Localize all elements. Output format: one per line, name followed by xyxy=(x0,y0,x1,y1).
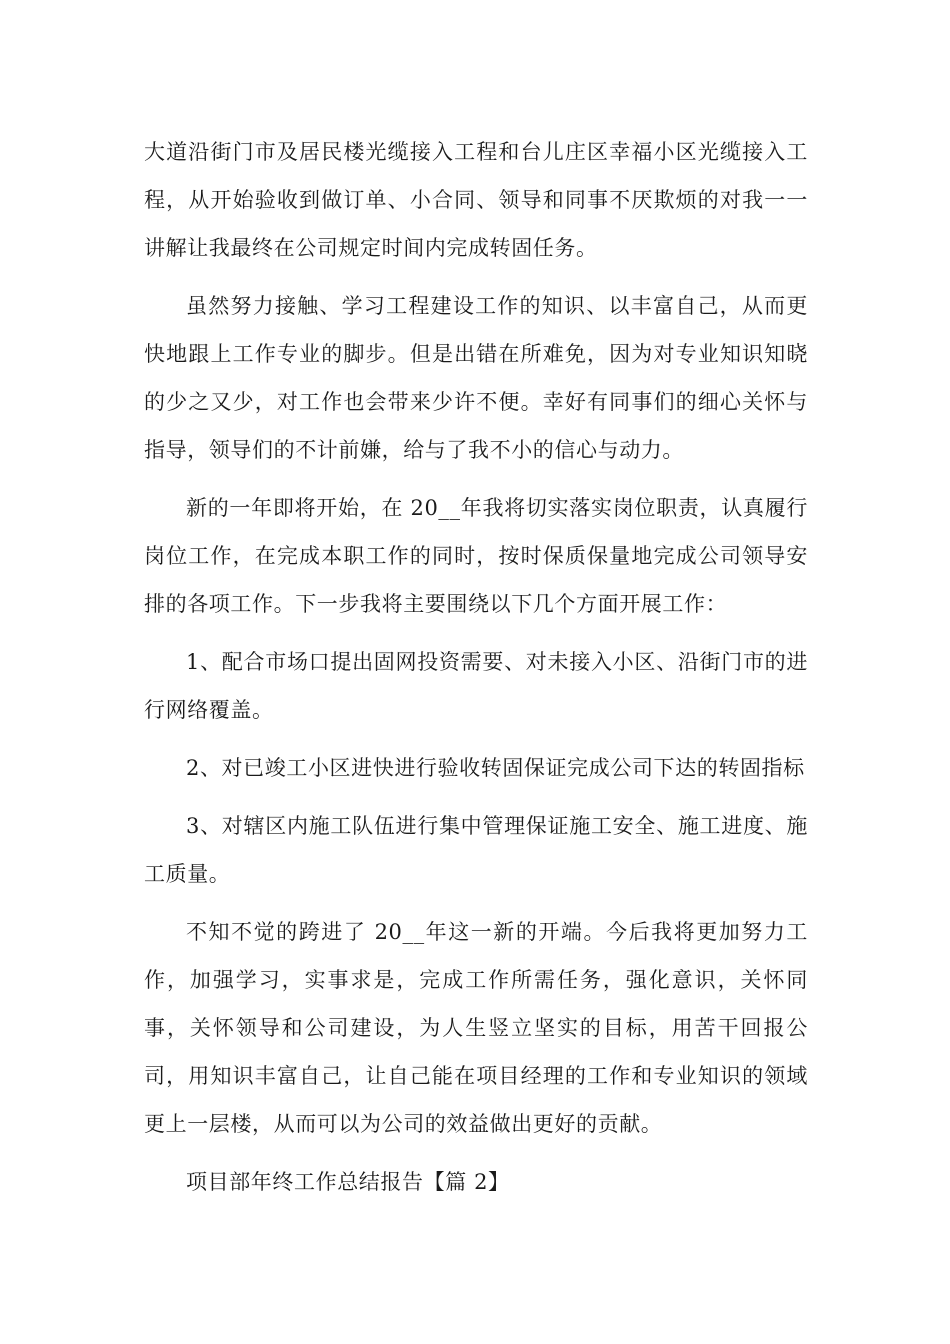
paragraph-conclusion: 不知不觉的跨进了 20__年这一新的开端。今后我将更加努力工作，加强学习，实事求是，完成工作所需任务，强化意识，关怀同事，关怀领导和公司建设，为人生竖立坚实的目标，用苦干回报公司，用知识丰富自己，让自己能在项目经理的工作和专业知识的领域更上一层楼，从而可以为公司的效益做出更好的贡献。 xyxy=(144,920,808,1136)
list-item-1: 1、配合市场口提出固网投资需要、对未接入小区、沿街门市的进行网络覆盖。 xyxy=(144,650,808,722)
paragraph-new-year-plan: 新的一年即将开始，在 20__年我将切实落实岗位职责，认真履行岗位工作，在完成本职工作的同时，按时保质保量地完成公司领导安排的各项工作。下一步我将主要围绕以下几个方面开展工作： xyxy=(144,496,808,616)
paragraph-continuation: 大道沿街门市及居民楼光缆接入工程和台儿庄区幸福小区光缆接入工程，从开始验收到做订单、小合同、领导和同事不厌欺烦的对我一一讲解让我最终在公司规定时间内完成转固任务。 xyxy=(144,140,808,260)
list-item-2: 2、对已竣工小区进快进行验收转固保证完成公司下达的转固指标 xyxy=(186,756,805,780)
section-heading: 项目部年终工作总结报告【篇 2】 xyxy=(186,1170,510,1194)
paragraph-learning: 虽然努力接触、学习工程建设工作的知识、以丰富自己，从而更快地跟上工作专业的脚步。但是出错在所难免，因为对专业知识知晓的少之又少，对工作也会带来少许不便。幸好有同事们的细心关怀与指导，领导们的不计前嫌，给与了我不小的信心与动力。 xyxy=(144,294,808,462)
document-body xyxy=(144,128,808,1216)
list-item-3: 3、对辖区内施工队伍进行集中管理保证施工安全、施工进度、施工质量。 xyxy=(144,814,808,886)
